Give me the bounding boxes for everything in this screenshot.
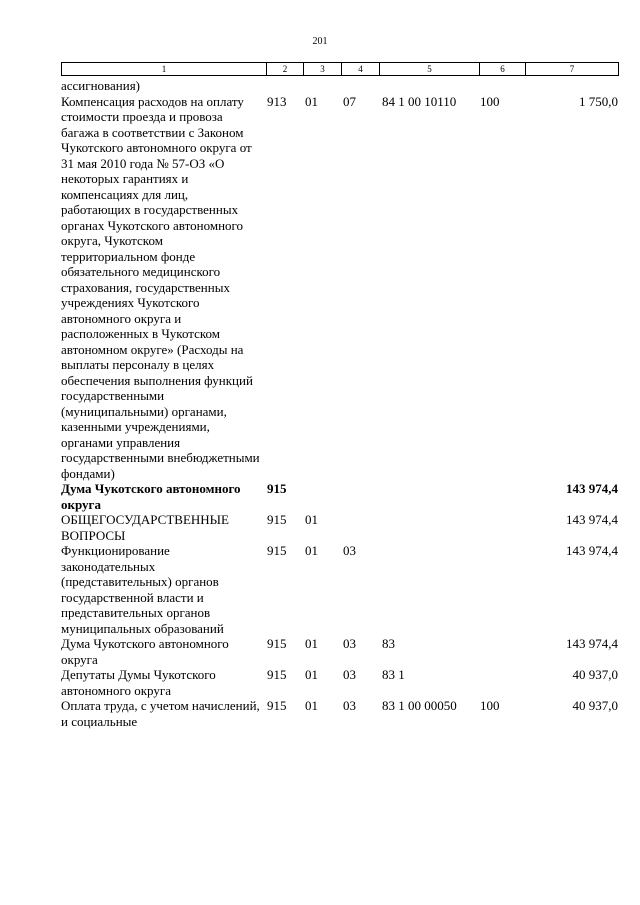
row-name: Функционирование законодательных (представительных) органов государственной власти и представительных органов муниципальных образований — [61, 543, 224, 636]
table-row — [61, 636, 618, 667]
column-header-6: 6 — [480, 63, 526, 76]
row-amount: 40 937,0 — [572, 698, 618, 713]
row-amount: 143 974,4 — [566, 512, 618, 527]
row-target-article: 84 1 00 10110 — [382, 93, 457, 109]
column-header-3: 3 — [304, 63, 342, 76]
row-subsection: 03 — [343, 698, 356, 713]
column-header-5: 5 — [380, 63, 480, 76]
row-ministry: 915 — [267, 636, 287, 651]
row-subsection: 07 — [343, 93, 356, 109]
row-ministry: 915 — [267, 698, 287, 713]
column-header-row — [62, 63, 619, 76]
row-target-article: 83 — [382, 636, 395, 651]
row-section: 01 — [305, 636, 318, 651]
row-amount: 143 974,4 — [566, 543, 618, 558]
row-section: 01 — [305, 512, 318, 527]
row-name: Компенсация расходов на оплату стоимости проезда и провоза багажа в соответствии с Законом Чукотского автономного округа от 31 мая 2010 года № 57-ОЗ «О некоторых гарантиях и компенсациях для лиц, работающих в государственных органах Чукотского автономного округа, Чукотском территориальном фонде обязательного медицинского страхования, государственных учреждениях Чукотского автономного округа и расположенных в Чукотском автономном округе» (Расходы на выплаты персоналу в целях обеспечения выполнения функций государственными (муниципальными) органами, казенными учреждениями, органами управления государственными внебюджетными фондами) — [61, 93, 260, 481]
row-name: Дума Чукотского автономного округа — [61, 481, 241, 512]
row-section: 01 — [305, 698, 318, 713]
row-name: Оплата труда, с учетом начислений, и социальные — [61, 698, 260, 729]
row-subsection: 03 — [343, 636, 356, 651]
table-row — [61, 78, 618, 94]
table-row — [61, 94, 618, 482]
row-name: Депутаты Думы Чукотского автономного округа — [61, 667, 216, 698]
budget-table-body — [61, 78, 618, 729]
table-row — [61, 667, 618, 698]
row-target-article: 83 1 — [382, 667, 405, 682]
row-name: Дума Чукотского автономного округа — [61, 636, 229, 667]
row-target-article: 83 1 00 00050 — [382, 698, 457, 713]
row-amount: 143 974,4 — [566, 481, 618, 496]
column-header-1: 1 — [62, 63, 267, 76]
row-name: ОБЩЕГОСУДАРСТВЕННЫЕ ВОПРОСЫ — [61, 512, 229, 543]
row-amount: 1 750,0 — [579, 93, 618, 109]
table-row — [61, 481, 618, 512]
column-header-2: 2 — [267, 63, 304, 76]
row-name: ассигнования) — [61, 78, 141, 93]
column-header-4: 4 — [342, 63, 380, 76]
table-row — [61, 512, 618, 543]
row-amount: 40 937,0 — [572, 667, 618, 682]
row-ministry: 913 — [267, 93, 287, 109]
row-expense-type: 100 — [480, 698, 500, 713]
table-row — [61, 543, 618, 636]
row-ministry: 915 — [267, 512, 287, 527]
row-subsection: 03 — [343, 667, 356, 682]
row-expense-type: 100 — [480, 93, 500, 109]
column-header-7: 7 — [526, 63, 619, 76]
row-ministry: 915 — [267, 481, 287, 496]
row-ministry: 915 — [267, 667, 287, 682]
row-section: 01 — [305, 93, 318, 109]
table-row — [61, 698, 618, 729]
row-amount: 143 974,4 — [566, 636, 618, 651]
row-ministry: 915 — [267, 543, 287, 558]
column-header-table — [61, 62, 619, 76]
row-section: 01 — [305, 543, 318, 558]
page-number: 201 — [312, 36, 328, 47]
row-section: 01 — [305, 667, 318, 682]
row-subsection: 03 — [343, 543, 356, 558]
